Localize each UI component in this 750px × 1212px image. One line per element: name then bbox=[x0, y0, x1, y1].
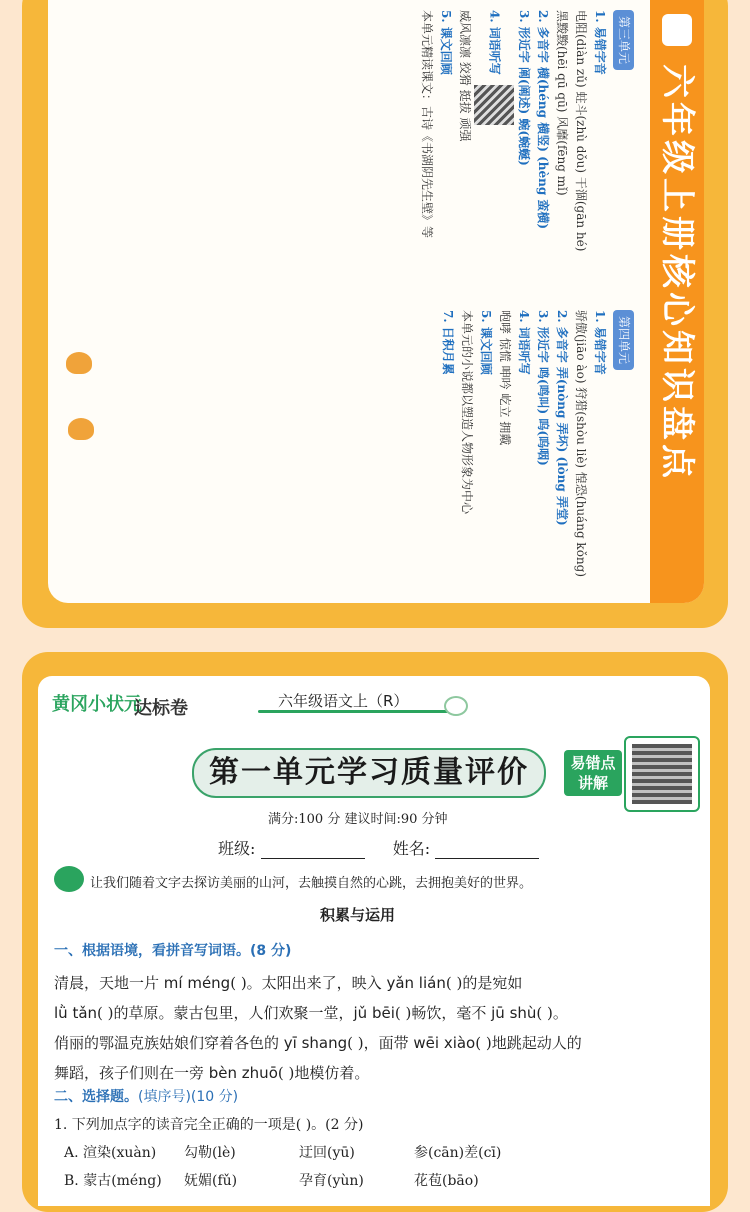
knowledge-column-unit3 bbox=[417, 10, 638, 300]
section-title: 积累与运用 bbox=[320, 906, 396, 924]
list-item: 本单元的小说都以塑造人物形象为中心 bbox=[460, 310, 474, 515]
list-item-text: 4. 词语听写 bbox=[487, 10, 502, 75]
badge-line: 易错点 bbox=[570, 754, 616, 772]
list-item: 本单元精读课文：古诗《书湖阴先生壁》等 bbox=[420, 10, 434, 239]
name-label: 姓名: bbox=[392, 839, 431, 858]
passage-line bbox=[54, 998, 698, 1028]
name-field[interactable] bbox=[435, 858, 539, 859]
pinyin-prompt: bèn zhuō bbox=[208, 1064, 278, 1082]
list-item: 骄傲(jiāo ào) 狩猎(shòu liè) 惶恐(huáng kǒng) bbox=[574, 310, 588, 578]
question-2-title bbox=[54, 1086, 238, 1106]
question-1-title: 一、根据语境，看拼音写词语。(8 分) bbox=[54, 943, 292, 959]
bird-decoration-icon bbox=[66, 352, 92, 374]
passage-text[interactable]: ( )地模仿着。 bbox=[277, 1064, 370, 1082]
brand-logo: 黄冈小状元 bbox=[52, 694, 142, 715]
grade-label: 六年级语文上（R） bbox=[278, 692, 409, 710]
knowledge-sheet bbox=[48, 0, 704, 603]
pinyin-prompt: mí méng bbox=[163, 974, 231, 992]
passage-text[interactable]: ( )。 bbox=[536, 1004, 568, 1022]
list-item: 5. 课文回顾 bbox=[439, 10, 453, 75]
list-item: 7. 日积月累 bbox=[441, 310, 455, 375]
passage-line bbox=[54, 1058, 698, 1088]
passage-text[interactable]: ( )地跳起动人的 bbox=[475, 1034, 582, 1052]
unit-badge: 第四单元 bbox=[613, 310, 634, 370]
pinyin-prompt: yǎn lián bbox=[386, 974, 446, 992]
pinyin-prompt: lǜ tǎn bbox=[54, 1004, 98, 1022]
question-2-1: 1. 下列加点字的读音完全正确的一项是( )。(2 分) bbox=[54, 1117, 364, 1133]
class-label: 班级: bbox=[218, 839, 256, 858]
passage-text: 舞蹈，孩子们则在一旁 bbox=[54, 1064, 209, 1082]
exam-sheet bbox=[38, 676, 710, 1206]
unit-badge: 第三单元 bbox=[613, 10, 634, 70]
passage-text[interactable]: ( )的草原。蒙古包里，人们欢聚一堂， bbox=[97, 1004, 354, 1022]
pinyin-prompt: jǔ bēi bbox=[353, 1004, 395, 1022]
list-item: 黑黢黢(hēi qū qū) 风靡(fēng mǐ) bbox=[555, 10, 569, 196]
list-item: 2. 多音字 弄(nòng 弄坏) (lòng 弄堂) bbox=[555, 310, 569, 526]
passage-text: 清晨，天地一片 bbox=[54, 974, 164, 992]
knowledge-sheet-rotated bbox=[48, 0, 704, 603]
question-2-note: (填序号)(10 分) bbox=[138, 1089, 239, 1105]
brand-subtitle: 达标卷 bbox=[134, 698, 188, 719]
list-item: 4. 词语听写 bbox=[517, 310, 531, 375]
option-item: 孕育(yùn) bbox=[299, 1173, 364, 1189]
question-2-label: 二、选择题。 bbox=[54, 1089, 138, 1105]
list-item: 1. 易错字音 bbox=[593, 310, 607, 375]
pinyin-prompt: wēi xiào bbox=[413, 1034, 476, 1052]
book-icon bbox=[662, 14, 692, 46]
passage-line bbox=[54, 968, 698, 998]
list-item: 2. 多音字 横(héng 横竖) (hèng 蛮横) bbox=[536, 10, 550, 230]
option-item: 花苞(bāo) bbox=[414, 1173, 479, 1189]
leaf-icon bbox=[54, 866, 84, 892]
intro-text: 让我们随着文字去探访美丽的山河，去触摸自然的心跳，去拥抱美好的世界。 bbox=[90, 876, 533, 891]
student-fields bbox=[218, 836, 539, 859]
option-row-a[interactable] bbox=[64, 1142, 529, 1162]
list-item: 威风凛凛 狡猾 挺拔 顽强 bbox=[458, 10, 472, 142]
list-item bbox=[474, 10, 514, 300]
knowledge-sheet-title: 六年级上册核心知识盘点 bbox=[650, 0, 704, 603]
passage-text[interactable]: ( )，面带 bbox=[347, 1034, 414, 1052]
badge-line: 讲解 bbox=[577, 774, 608, 792]
page-title: 第一单元学习质量评价 bbox=[192, 748, 546, 798]
bird-decoration-icon bbox=[68, 418, 94, 440]
exam-meta: 满分:100 分 建议时间:90 分钟 bbox=[268, 812, 448, 827]
option-item: 妩媚(fǔ) bbox=[184, 1173, 238, 1189]
qr-pattern bbox=[632, 744, 692, 804]
knowledge-column-unit4 bbox=[438, 310, 638, 600]
passage-line bbox=[54, 1028, 698, 1058]
list-item: 5. 课文回顾 bbox=[479, 310, 493, 375]
option-item: 参(cān)差(cī) bbox=[414, 1145, 502, 1161]
pinyin-prompt: jū shù bbox=[491, 1004, 537, 1022]
pinyin-prompt: yī shang bbox=[283, 1034, 348, 1052]
passage-text[interactable]: ( )的是宛如 bbox=[445, 974, 523, 992]
qr-code-icon[interactable] bbox=[624, 736, 700, 812]
error-explain-badge[interactable] bbox=[564, 750, 622, 796]
swirl-icon bbox=[444, 696, 468, 716]
option-row-b[interactable] bbox=[64, 1170, 529, 1190]
option-item: A. 渲染(xuàn) bbox=[64, 1145, 157, 1161]
class-field[interactable] bbox=[261, 858, 365, 859]
passage-text[interactable]: ( )。太阳出来了，映入 bbox=[230, 974, 387, 992]
list-item: 电阻(diàn zǔ) 蛀斗(zhù dǒu) 干涸(gān hé) bbox=[574, 10, 588, 252]
list-item: 1. 易错字音 bbox=[593, 10, 607, 75]
list-item: 3. 形近字 阐(阐述) 蜿(蜿蜒) bbox=[517, 10, 531, 166]
list-item: 3. 形近字 鸣(鸣叫) 呜(呜咽) bbox=[536, 310, 550, 466]
option-item: 勾勒(lè) bbox=[184, 1145, 236, 1161]
option-item: B. 蒙古(méng) bbox=[64, 1173, 162, 1189]
passage-text[interactable]: ( )畅饮，毫不 bbox=[394, 1004, 492, 1022]
passage-text: 俏丽的鄂温克族姑娘们穿着各色的 bbox=[54, 1034, 284, 1052]
qr-code-icon[interactable] bbox=[474, 85, 514, 125]
option-item: 迂回(yū) bbox=[299, 1145, 355, 1161]
question-1-passage bbox=[54, 968, 698, 1088]
list-item: 咆哮 惊慌 呻吟 屹立 拥戴 bbox=[498, 310, 512, 446]
